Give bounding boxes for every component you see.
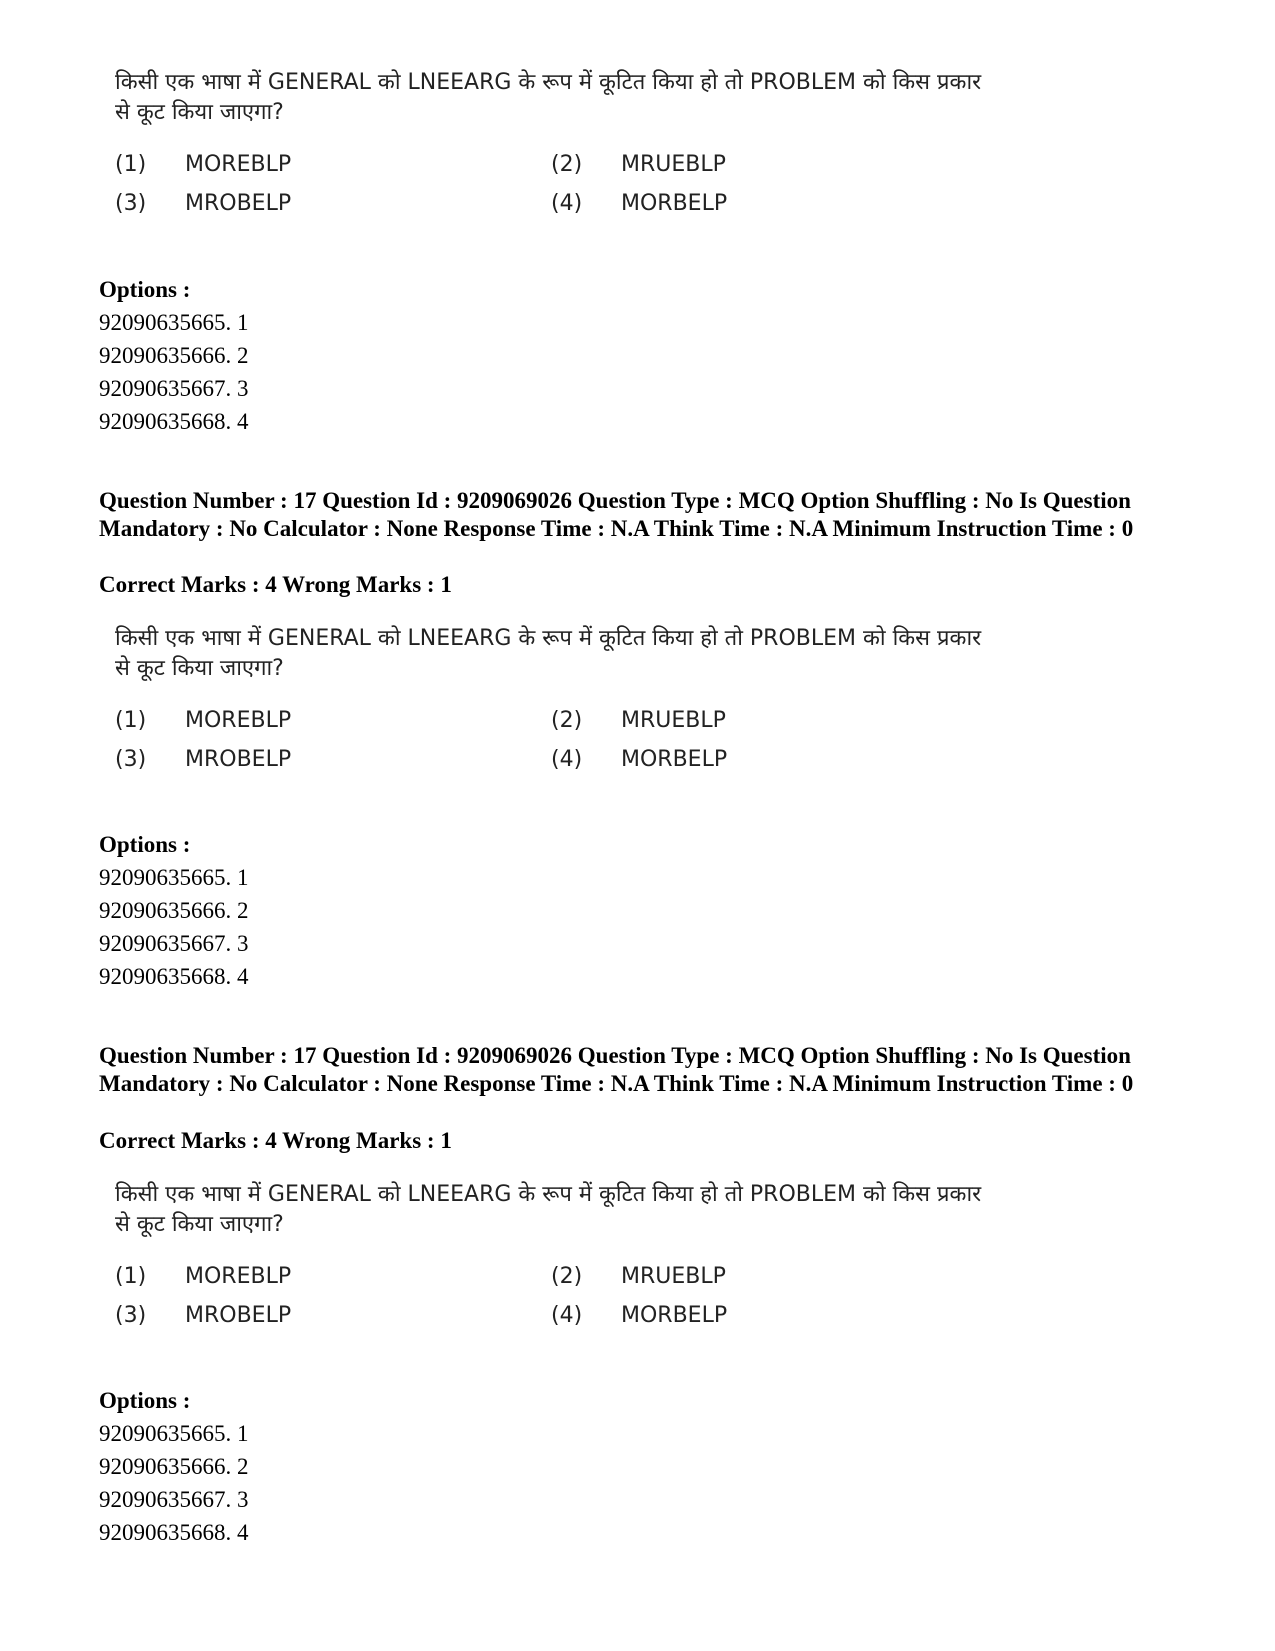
answer-choice-number: (3) bbox=[115, 1303, 147, 1328]
marks-line: Correct Marks : 4 Wrong Marks : 1 bbox=[99, 572, 452, 597]
answer-choice-number: (4) bbox=[551, 747, 583, 772]
answer-choice-text: MOREBLP bbox=[185, 152, 292, 177]
answer-choice-number: (1) bbox=[115, 152, 147, 177]
answer-choice-text: MORBELP bbox=[621, 747, 728, 772]
answer-choice-number: (3) bbox=[115, 747, 147, 772]
answer-choice-number: (2) bbox=[551, 1264, 583, 1289]
answer-choice-number: (2) bbox=[551, 708, 583, 733]
answer-choice-text: MORBELP bbox=[621, 1303, 728, 1328]
options-heading: Options : bbox=[99, 277, 191, 302]
answer-choice-text: MOREBLP bbox=[185, 1264, 292, 1289]
answer-choice-number: (4) bbox=[551, 1303, 583, 1328]
option-line: 92090635665. 1 bbox=[99, 865, 249, 890]
option-line: 92090635666. 2 bbox=[99, 1454, 249, 1479]
answer-choice-text: MORBELP bbox=[621, 191, 728, 216]
answer-choice-number: (4) bbox=[551, 191, 583, 216]
marks-line: Correct Marks : 4 Wrong Marks : 1 bbox=[99, 1128, 452, 1153]
option-line: 92090635666. 2 bbox=[99, 343, 249, 368]
option-line: 92090635667. 3 bbox=[99, 376, 249, 401]
options-heading: Options : bbox=[99, 832, 191, 857]
question-meta: Question Number : 17 Question Id : 9209069026 Question Type : MCQ Option Shuffling : No Is Question Mandatory : No Calculator : None Response Time : N.A Think Time : N.A Minimum Instruction Time : 0 bbox=[99, 488, 1134, 541]
answer-choice-text: MROBELP bbox=[185, 1303, 292, 1328]
answer-choice-text: MRUEBLP bbox=[621, 708, 726, 733]
option-line: 92090635665. 1 bbox=[99, 1421, 249, 1446]
option-line: 92090635667. 3 bbox=[99, 931, 249, 956]
answer-choice-number: (1) bbox=[115, 708, 147, 733]
answer-choice-number: (3) bbox=[115, 191, 147, 216]
options-heading: Options : bbox=[99, 1388, 191, 1413]
question-meta: Question Number : 17 Question Id : 9209069026 Question Type : MCQ Option Shuffling : No Is Question Mandatory : No Calculator : None Response Time : N.A Think Time : N.A Minimum Instruction Time : 0 bbox=[99, 1043, 1134, 1096]
question-text: किसी एक भाषा में GENERAL को LNEEARG के रूप में कूटित किया हो तो PROBLEM को किस प्रकार से कूट किया जाएगा? bbox=[115, 626, 982, 681]
question-text: किसी एक भाषा में GENERAL को LNEEARG के रूप में कूटित किया हो तो PROBLEM को किस प्रकार से कूट किया जाएगा? bbox=[115, 70, 982, 125]
answer-choice-number: (2) bbox=[551, 152, 583, 177]
option-line: 92090635667. 3 bbox=[99, 1487, 249, 1512]
option-line: 92090635668. 4 bbox=[99, 409, 249, 434]
option-line: 92090635668. 4 bbox=[99, 1520, 249, 1545]
answer-choice-number: (1) bbox=[115, 1264, 147, 1289]
answer-choice-text: MOREBLP bbox=[185, 708, 292, 733]
question-image bbox=[115, 68, 1115, 238]
question-image bbox=[115, 1180, 1115, 1350]
option-line: 92090635666. 2 bbox=[99, 898, 249, 923]
option-line: 92090635668. 4 bbox=[99, 964, 249, 989]
question-text: किसी एक भाषा में GENERAL को LNEEARG के रूप में कूटित किया हो तो PROBLEM को किस प्रकार से कूट किया जाएगा? bbox=[115, 1182, 982, 1237]
answer-choice-text: MROBELP bbox=[185, 191, 292, 216]
question-image bbox=[115, 624, 1115, 794]
option-line: 92090635665. 1 bbox=[99, 310, 249, 335]
answer-choice-text: MROBELP bbox=[185, 747, 292, 772]
answer-choice-text: MRUEBLP bbox=[621, 152, 726, 177]
answer-choice-text: MRUEBLP bbox=[621, 1264, 726, 1289]
